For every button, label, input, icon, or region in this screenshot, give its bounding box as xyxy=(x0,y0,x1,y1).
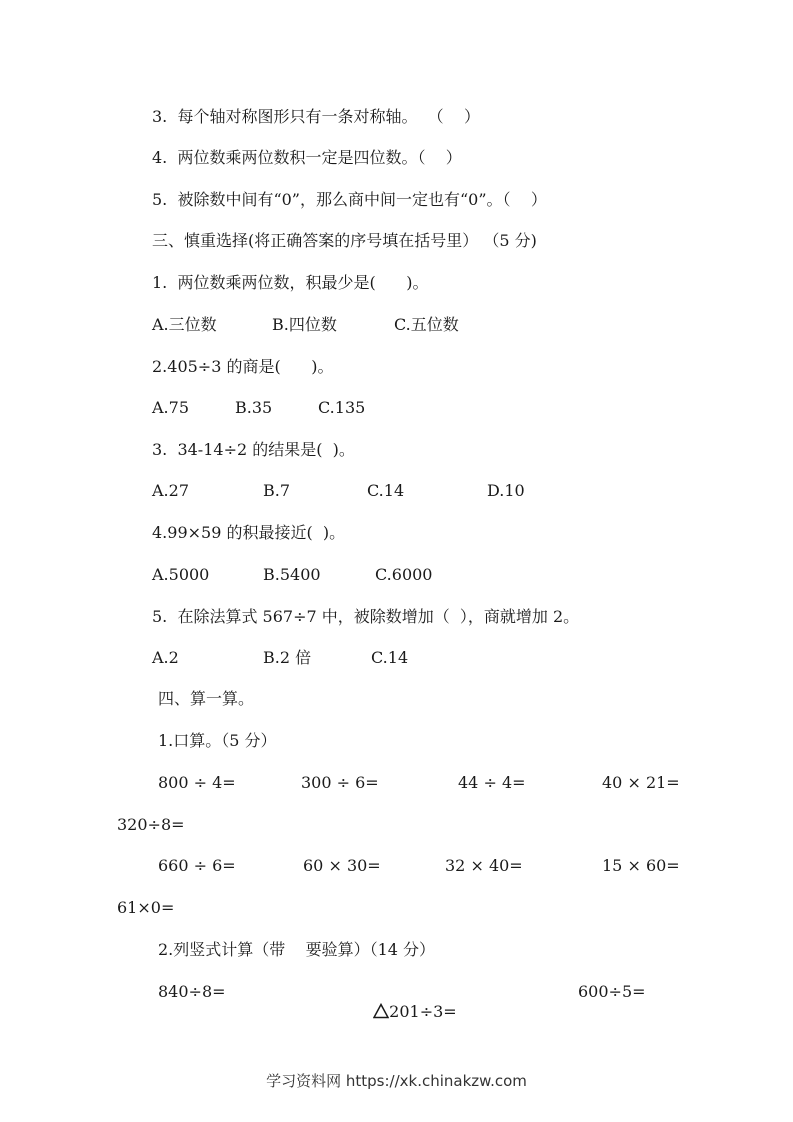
q1-option-a: A.三位数 xyxy=(152,315,217,334)
vertical-item: 600÷5= xyxy=(578,982,646,1001)
q2-option-a: A.75 xyxy=(152,398,189,417)
q1-option-b: B.四位数 xyxy=(272,315,337,334)
vertical-item: 840÷8= xyxy=(158,982,226,1001)
oral-item: 40 × 21= xyxy=(602,773,680,792)
q3-option-d: D.10 xyxy=(487,481,525,500)
q3-option-a: A.27 xyxy=(152,481,189,500)
q2-option-b: B.35 xyxy=(235,398,273,417)
question-3: 3. 34-14÷2 的结果是( )。 xyxy=(152,440,355,459)
section4-title: 四、算一算。 xyxy=(158,689,255,708)
judge-item-5: 5. 被除数中间有“0”，那么商中间一定也有“0”。（ ） xyxy=(152,190,547,209)
vertical-item-text: 201÷3= xyxy=(389,1002,457,1021)
question-1: 1. 两位数乘两位数，积最少是( )。 xyxy=(152,273,429,292)
oral-calc-title: 1.口算。（5 分） xyxy=(158,731,277,750)
question-4: 4.99×59 的积最接近( )。 xyxy=(152,523,346,542)
oral-item: 300 ÷ 6= xyxy=(301,773,379,792)
q5-option-a: A.2 xyxy=(152,648,179,667)
q2-option-c: C.135 xyxy=(318,398,366,417)
q5-option-b: B.2 倍 xyxy=(263,648,312,667)
triangle-icon xyxy=(373,1003,389,1019)
oral-item: 800 ÷ 4= xyxy=(158,773,236,792)
vertical-calc-title: 2.列竖式计算（带 要验算）（14 分） xyxy=(158,940,436,959)
q1-option-c: C.五位数 xyxy=(394,315,459,334)
oral-item: 15 × 60= xyxy=(602,856,680,875)
question-2: 2.405÷3 的商是( )。 xyxy=(152,357,334,376)
oral-item: 60 × 30= xyxy=(303,856,381,875)
q4-option-b: B.5400 xyxy=(263,565,321,584)
oral-item: 44 ÷ 4= xyxy=(458,773,526,792)
footer-watermark: 学习资料网 https://xk.chinakzw.com xyxy=(266,1072,527,1090)
section3-title: 三、慎重选择(将正确答案的序号填在括号里） （5 分) xyxy=(152,231,537,250)
q3-option-c: C.14 xyxy=(367,481,405,500)
judge-item-4: 4. 两位数乘两位数积一定是四位数。（ ） xyxy=(152,148,462,167)
oral-item: 61×0= xyxy=(117,898,175,917)
oral-item: 660 ÷ 6= xyxy=(158,856,236,875)
q4-option-c: C.6000 xyxy=(375,565,433,584)
question-5: 5. 在除法算式 567÷7 中，被除数增加（ ），商就增加 2。 xyxy=(152,607,580,626)
q3-option-b: B.7 xyxy=(263,481,291,500)
judge-item-3: 3. 每个轴对称图形只有一条对称轴。 （ ） xyxy=(152,107,480,126)
q4-option-a: A.5000 xyxy=(152,565,210,584)
oral-item: 320÷8= xyxy=(117,815,185,834)
oral-item: 32 × 40= xyxy=(445,856,523,875)
q5-option-c: C.14 xyxy=(371,648,409,667)
vertical-item-with-mark xyxy=(363,982,457,1022)
